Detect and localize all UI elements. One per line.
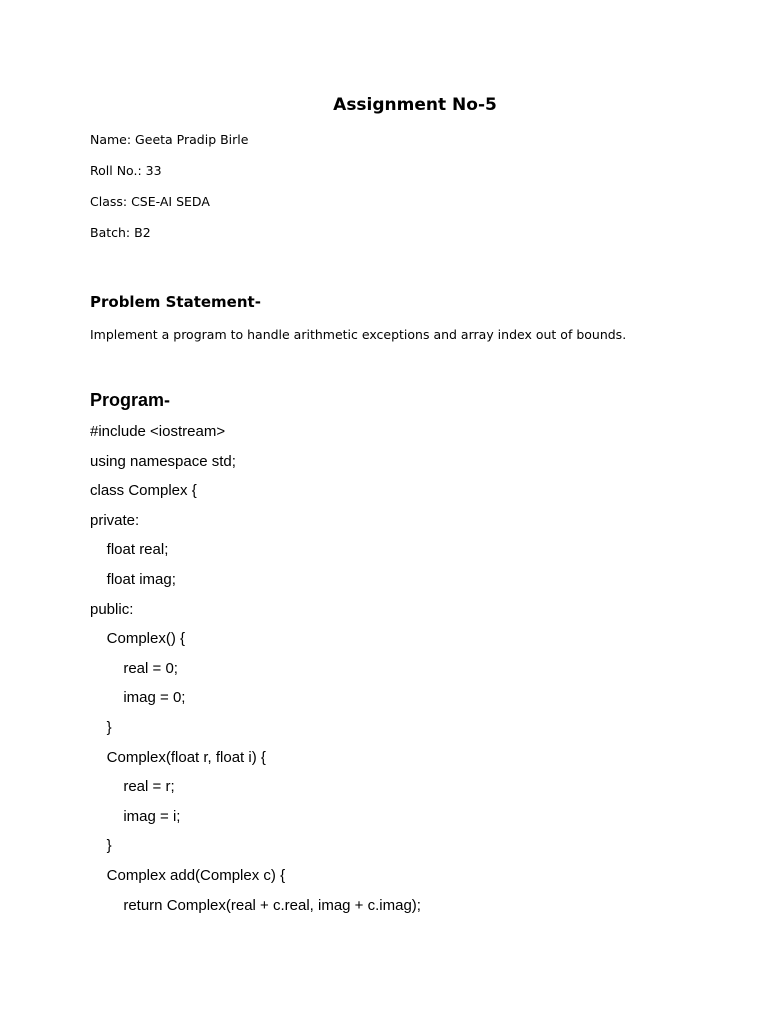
code-line: using namespace std; — [90, 452, 236, 470]
code-line: real = r; — [90, 778, 175, 796]
code-line: float real; — [90, 541, 169, 559]
code-line: real = 0; — [90, 659, 178, 677]
code-line: imag = 0; — [90, 689, 186, 707]
code-line: return Complex(real + c.real, imag + c.imag); — [90, 896, 421, 914]
roll-number: Roll No.: 33 — [90, 163, 162, 178]
code-line: public: — [90, 600, 134, 618]
code-line: class Complex { — [90, 482, 197, 500]
code-line: Complex(float r, float i) { — [90, 748, 266, 766]
student-name: Name: Geeta Pradip Birle — [90, 132, 249, 147]
code-line: float imag; — [90, 570, 176, 588]
code-line: #include <iostream> — [90, 423, 226, 440]
document-title: Assignment No-5 — [333, 95, 497, 115]
code-line: Complex() { — [90, 630, 186, 648]
problem-statement-heading: Problem Statement- — [90, 293, 261, 311]
class-name: Class: CSE-AI SEDA — [90, 194, 210, 209]
code-line: private: — [90, 511, 140, 529]
code-line: } — [90, 718, 112, 736]
code-line: imag = i; — [90, 807, 181, 825]
code-line: Complex add(Complex c) { — [90, 866, 286, 884]
program-heading: Program- — [90, 390, 171, 410]
batch-name: Batch: B2 — [90, 225, 151, 240]
code-block — [90, 422, 421, 925]
problem-statement-text: Implement a program to handle arithmetic exceptions and array index out of bounds. — [90, 327, 627, 342]
code-line: } — [90, 837, 112, 855]
